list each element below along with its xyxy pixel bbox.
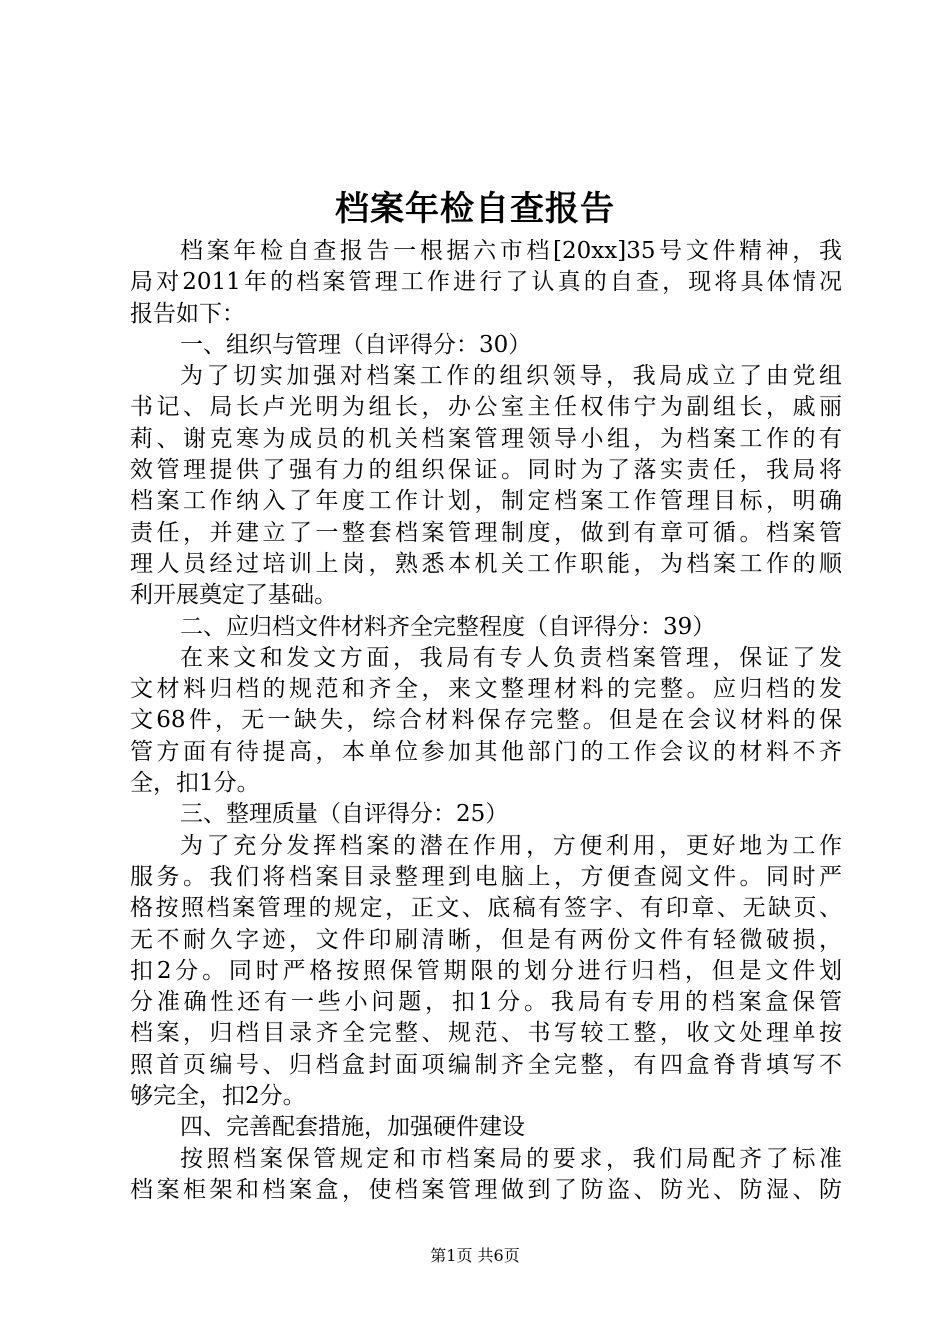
section-heading: 二、应归档文件材料齐全完整程度（自评得分：39） [180,613,716,640]
body-line: 莉、谢克寒为成员的机关档案管理领导小组，为档案工作的有 [130,425,842,452]
page-number-footer: 第1页 共6页 [430,1246,520,1265]
section-heading: 四、完善配套措施，加强硬件建设 [180,1114,525,1141]
body-line: 扣2分。同时严格按照保管期限的划分进行归档，但是文件划 [130,957,842,984]
section-heading: 一、组织与管理（自评得分：30） [180,331,532,358]
body-line: 格按照档案管理的规定，正文、底稿有签字、有印章、无缺页、 [130,895,842,922]
body-line: 理人员经过培训上岗，熟悉本机关工作职能，为档案工作的顺 [130,550,842,577]
body-line: 档案，归档目录齐全完整、规范、书写较工整，收文处理单按 [130,1020,842,1047]
body-line: 利开展奠定了基础。 [130,582,337,609]
body-line: 按照档案保管规定和市档案局的要求，我们局配齐了标准 [180,1145,842,1172]
body-line: 书记、局长卢光明为组长，办公室主任权伟宁为副组长，戚丽 [130,394,842,421]
body-line: 全，扣1分。 [130,770,260,797]
section-heading: 三、整理质量（自评得分：25） [180,801,509,828]
body-line: 文68件，无一缺失，综合材料保存完整。但是在会议材料的保 [130,707,842,734]
body-line: 档案柜架和档案盒，使档案管理做到了防盗、防光、防湿、防 [130,1176,842,1203]
body-line: 文材料归档的规范和齐全，来文整理材料的完整。应归档的发 [130,676,842,703]
body-line: 服务。我们将档案目录整理到电脑上，方便查阅文件。同时严 [130,863,842,890]
body-line: 在来文和发文方面，我局有专人负责档案管理，保证了发 [180,644,842,671]
document-body [130,236,842,1206]
body-line: 档案年检自查报告一根据六市档[20xx]35号文件精神，我 [180,238,842,264]
body-line: 为了切实加强对档案工作的组织领导，我局成立了由党组 [180,363,842,390]
body-line: 分准确性还有一些小问题，扣1分。我局有专用的档案盒保管 [130,989,842,1016]
body-line: 档案工作纳入了年度工作计划，制定档案工作管理目标，明确 [130,488,842,515]
body-line: 照首页编号、归档盒封面项编制齐全完整，有四盒脊背填写不 [130,1051,842,1078]
body-line: 无不耐久字迹，文件印刷清晰，但是有两份文件有轻微破损， [130,926,842,953]
body-line: 够完全，扣2分。 [130,1083,306,1110]
body-line: 为了充分发挥档案的潜在作用，方便利用，更好地为工作 [180,832,842,859]
body-line: 报告如下： [130,300,245,327]
body-line: 局对2011年的档案管理工作进行了认真的自查，现将具体情况 [130,269,842,296]
body-line: 效管理提供了强有力的组织保证。同时为了落实责任，我局将 [130,457,842,484]
document-title: 档案年检自查报告 [335,189,615,229]
body-line: 责任，并建立了一整套档案管理制度，做到有章可循。档案管 [130,519,842,546]
body-line: 管方面有待提高，本单位参加其他部门的工作会议的材料不齐 [130,738,842,765]
